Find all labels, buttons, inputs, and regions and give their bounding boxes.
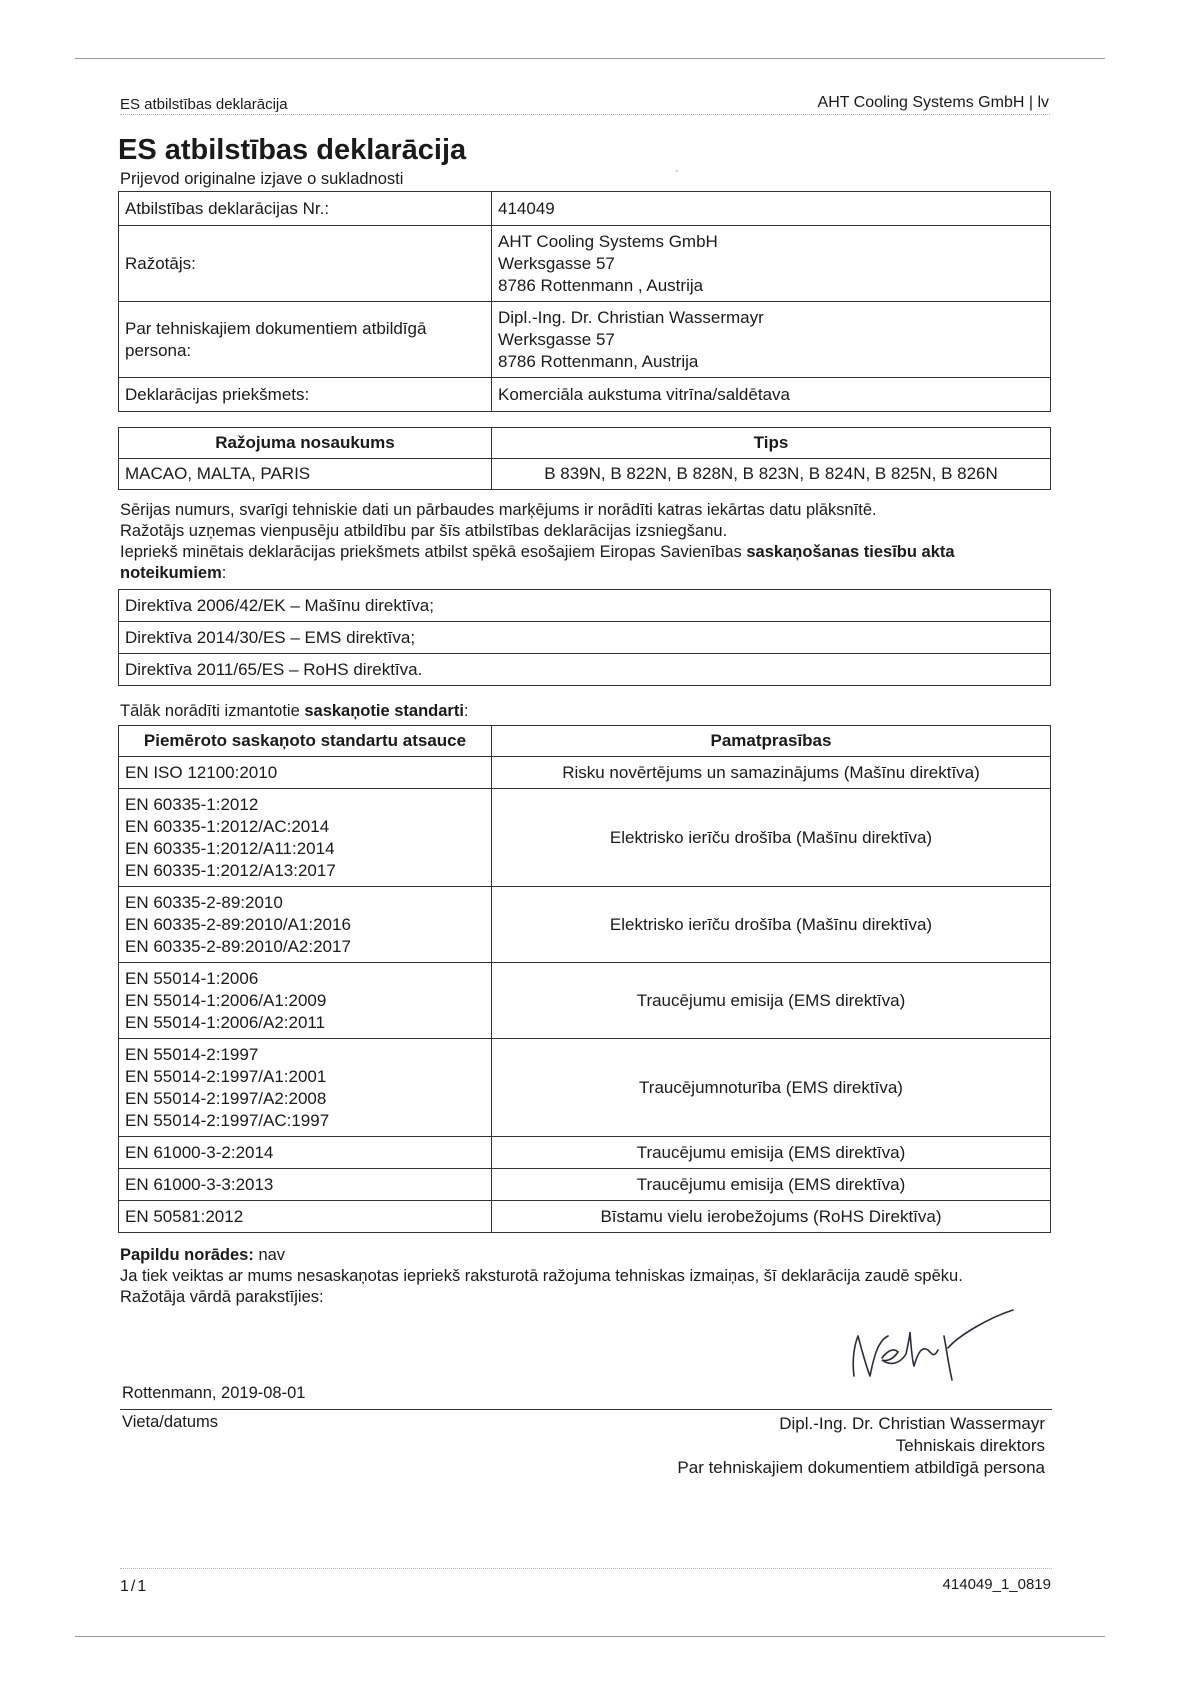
- text-normal: :: [221, 564, 227, 582]
- signer-block: [677, 1413, 1045, 1479]
- signer-responsibility: Par tehniskajiem dokumentiem atbildīgā persona: [677, 1458, 1045, 1477]
- standard-req: Traucējumu emisija (EMS direktīva): [492, 1169, 1051, 1201]
- table-header-row: [119, 428, 1051, 459]
- paragraph-line: Sērijas numurs, svarīgi tehniskie dati un pārbaudes marķējums ir norādīti katras iekārtas datu plāksnītē.: [120, 501, 877, 519]
- product-name: MACAO, MALTA, PARIS: [119, 459, 492, 490]
- document-code: 414049_1_0819: [942, 1576, 1051, 1593]
- column-header: Pamatprasības: [492, 726, 1051, 757]
- info-value: 414049: [492, 192, 1051, 226]
- signed-on-behalf: Ražotāja vārdā parakstījies:: [120, 1288, 324, 1306]
- standard-ref: EN 55014-1:2006 EN 55014-1:2006/A1:2009 EN 55014-1:2006/A2:2011: [119, 963, 492, 1039]
- text-normal: Tālāk norādīti izmantotie: [120, 702, 305, 720]
- standard-ref: EN 60335-2-89:2010 EN 60335-2-89:2010/A1:2016 EN 60335-2-89:2010/A2:2017: [119, 887, 492, 963]
- signer-name: Dipl.-Ing. Dr. Christian Wassermayr: [779, 1414, 1045, 1433]
- standard-req: Risku novērtējums un samazinājums (Mašīnu direktīva): [492, 757, 1051, 789]
- standards-intro: [120, 701, 1050, 722]
- table-row: [119, 654, 1051, 686]
- table-row: [119, 757, 1051, 789]
- header-divider: [120, 114, 1050, 115]
- table-row: [119, 459, 1051, 490]
- header-left: ES atbilstības deklarācija: [120, 96, 288, 113]
- standard-ref: EN 60335-1:2012 EN 60335-1:2012/AC:2014 EN 60335-1:2012/A11:2014 EN 60335-1:2012/A13:2017: [119, 789, 492, 887]
- text-normal: :: [463, 702, 469, 720]
- table-row: [119, 226, 1051, 302]
- document-subtitle: Prijevod originalne izjave o sukladnosti: [120, 170, 404, 188]
- notes-value: nav: [253, 1246, 286, 1264]
- standard-req: Elektrisko ierīču drošība (Mašīnu direktīva): [492, 887, 1051, 963]
- column-header: Tips: [492, 428, 1051, 459]
- standard-ref: EN ISO 12100:2010: [119, 757, 492, 789]
- standards-table: [118, 725, 1051, 1233]
- directive-item: Direktīva 2006/42/EK – Mašīnu direktīva;: [119, 590, 1051, 622]
- table-row: [119, 1169, 1051, 1201]
- handwritten-signature: [848, 1306, 1018, 1386]
- directive-item: Direktīva 2011/65/ES – RoHS direktīva.: [119, 654, 1051, 686]
- notes-label: Papildu norādes:: [120, 1246, 254, 1264]
- column-header: Ražojuma nosaukums: [119, 428, 492, 459]
- info-label: Deklarācijas priekšmets:: [119, 378, 492, 412]
- table-header-row: [119, 726, 1051, 757]
- table-row: [119, 192, 1051, 226]
- info-value: Dipl.-Ing. Dr. Christian Wassermayr Werksgasse 57 8786 Rottenmann, Austrija: [492, 302, 1051, 378]
- standard-req: Traucējumnoturība (EMS direktīva): [492, 1039, 1051, 1137]
- standard-ref: EN 61000-3-3:2013: [119, 1169, 492, 1201]
- page-top-border: [75, 58, 1105, 59]
- footer-divider: [120, 1568, 1052, 1569]
- table-row: [119, 789, 1051, 887]
- standard-req: Elektrisko ierīču drošība (Mašīnu direktīva): [492, 789, 1051, 887]
- scan-mark: ´: [675, 168, 679, 182]
- table-row: [119, 622, 1051, 654]
- table-row: [119, 1201, 1051, 1233]
- info-label: Ražotājs:: [119, 226, 492, 302]
- table-row: [119, 1137, 1051, 1169]
- info-value: Komerciāla aukstuma vitrīna/saldētava: [492, 378, 1051, 412]
- text-normal: Iepriekš minētais deklarācijas priekšmets atbilst spēkā esošajiem Eiropas Savienības: [120, 543, 747, 561]
- notes-line: [120, 1245, 1040, 1266]
- info-label: Par tehniskajiem dokumentiem atbildīgā persona:: [119, 302, 492, 378]
- column-header: Piemēroto saskaņoto standartu atsauce: [119, 726, 492, 757]
- paragraph-line: [120, 542, 1050, 584]
- signature-divider: [120, 1409, 1052, 1410]
- text-bold: saskaņotie standarti: [304, 702, 464, 720]
- table-row: [119, 378, 1051, 412]
- product-types: B 839N, B 822N, B 828N, B 823N, B 824N, B 825N, B 826N: [492, 459, 1051, 490]
- standard-req: Bīstamu vielu ierobežojums (RoHS Direktīva): [492, 1201, 1051, 1233]
- document-title: ES atbilstības deklarācija: [118, 134, 467, 166]
- table-row: [119, 590, 1051, 622]
- place-date: Rottenmann, 2019-08-01: [122, 1384, 306, 1402]
- standard-req: Traucējumu emisija (EMS direktīva): [492, 963, 1051, 1039]
- standard-ref: EN 55014-2:1997 EN 55014-2:1997/A1:2001 EN 55014-2:1997/A2:2008 EN 55014-2:1997/AC:1997: [119, 1039, 492, 1137]
- page-bottom-border: [75, 1636, 1105, 1637]
- table-row: [119, 963, 1051, 1039]
- standard-ref: EN 61000-3-2:2014: [119, 1137, 492, 1169]
- directive-item: Direktīva 2014/30/ES – EMS direktīva;: [119, 622, 1051, 654]
- notes-text: Ja tiek veiktas ar mums nesaskaņotas iepriekš raksturotā ražojuma tehniskas izmaiņas, šī deklarācija zaudē spēku.: [120, 1267, 963, 1285]
- table-row: [119, 1039, 1051, 1137]
- directives-table: [118, 589, 1051, 686]
- table-row: [119, 887, 1051, 963]
- standard-req: Traucējumu emisija (EMS direktīva): [492, 1137, 1051, 1169]
- table-row: [119, 302, 1051, 378]
- info-label: Atbilstības deklarācijas Nr.:: [119, 192, 492, 226]
- signer-role: Tehniskais direktors: [895, 1436, 1045, 1455]
- notes-section: [120, 1245, 1040, 1308]
- standard-ref: EN 50581:2012: [119, 1201, 492, 1233]
- info-table: [118, 191, 1051, 412]
- header-right: AHT Cooling Systems GmbH | lv: [817, 94, 1049, 111]
- product-table: [118, 427, 1051, 490]
- info-value: AHT Cooling Systems GmbH Werksgasse 57 8786 Rottenmann , Austrija: [492, 226, 1051, 302]
- declaration-paragraph: [120, 500, 1050, 584]
- paragraph-line: Ražotājs uzņemas vienpusēju atbildību par šīs atbilstības deklarācijas izsniegšanu.: [120, 522, 728, 540]
- place-date-label: Vieta/datums: [122, 1413, 219, 1431]
- page-number: 1/1: [120, 1578, 149, 1595]
- text-bold: saskaņošanas tiesību akta noteikumiem: [120, 543, 955, 582]
